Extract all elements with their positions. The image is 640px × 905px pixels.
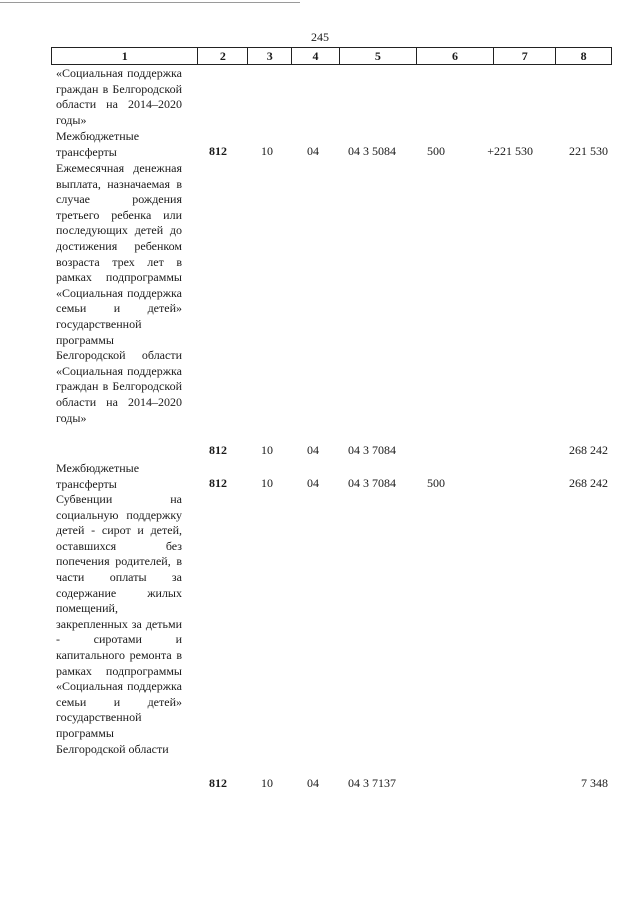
row-description: Ежемесячная денежная выплата, назначаемая в случае рождения третьего ребенка или последующих детей до достижения ребенком возраста трех лет в рамках подпрограммы «Социальная поддержка семьи и детей» государственной программы Белгородской области «Социальная поддержка граждан в Белгородской области на 2014–2020 годы» — [56, 161, 182, 425]
cell-col-6: 500 — [427, 144, 445, 158]
page-number: 245 — [311, 30, 329, 44]
cell-col-2: 812 — [209, 443, 227, 457]
cell-col-2: 812 — [209, 776, 227, 790]
cell-col-3: 10 — [261, 144, 273, 158]
cell-col-8: 268 242 — [569, 476, 608, 490]
cell-col-4: 04 — [307, 144, 319, 158]
cell-col-8: 221 530 — [569, 144, 608, 158]
header-col-4: 4 — [292, 48, 340, 64]
cell-col-4: 04 — [307, 476, 319, 490]
top-rule — [0, 2, 300, 3]
header-col-1: 1 — [52, 48, 198, 64]
cell-col-3: 10 — [261, 476, 273, 490]
row-description: «Социальная поддержка граждан в Белгородской области на 2014–2020 годы» — [56, 66, 182, 127]
cell-col-8: 268 242 — [569, 443, 608, 457]
header-col-6: 6 — [417, 48, 495, 64]
cell-col-3: 10 — [261, 443, 273, 457]
header-col-5: 5 — [340, 48, 417, 64]
cell-col-4: 04 — [307, 776, 319, 790]
cell-col-7: +221 530 — [487, 144, 533, 158]
cell-col-4: 04 — [307, 443, 319, 457]
cell-col-3: 10 — [261, 776, 273, 790]
header-col-2: 2 — [198, 48, 248, 64]
cell-col-5: 04 3 7084 — [348, 476, 396, 490]
cell-col-5: 04 3 7137 — [348, 776, 396, 790]
cell-col-2: 812 — [209, 476, 227, 490]
table-header — [51, 47, 612, 65]
header-col-3: 3 — [248, 48, 292, 64]
cell-col-6: 500 — [427, 476, 445, 490]
cell-col-5: 04 3 7084 — [348, 443, 396, 457]
header-col-8: 8 — [580, 49, 587, 63]
row-description: Субвенции на социальную поддержку детей - сирот и детей, оставшихся без попечения родителей, в части оплаты за содержание жилых помещений, закрепленных за детьми - сиротами и капитального ремонта в рамках подпрограммы «Социальная поддержка семьи и детей» государственной программы Белгородской области — [56, 492, 182, 756]
cell-col-8: 7 348 — [581, 776, 608, 790]
header-col-7: 7 — [494, 48, 556, 64]
cell-col-2: 812 — [209, 144, 227, 158]
cell-col-5: 04 3 5084 — [348, 144, 396, 158]
row-description: Межбюджетные трансферты — [56, 129, 140, 159]
row-description: Межбюджетные трансферты — [56, 461, 140, 491]
